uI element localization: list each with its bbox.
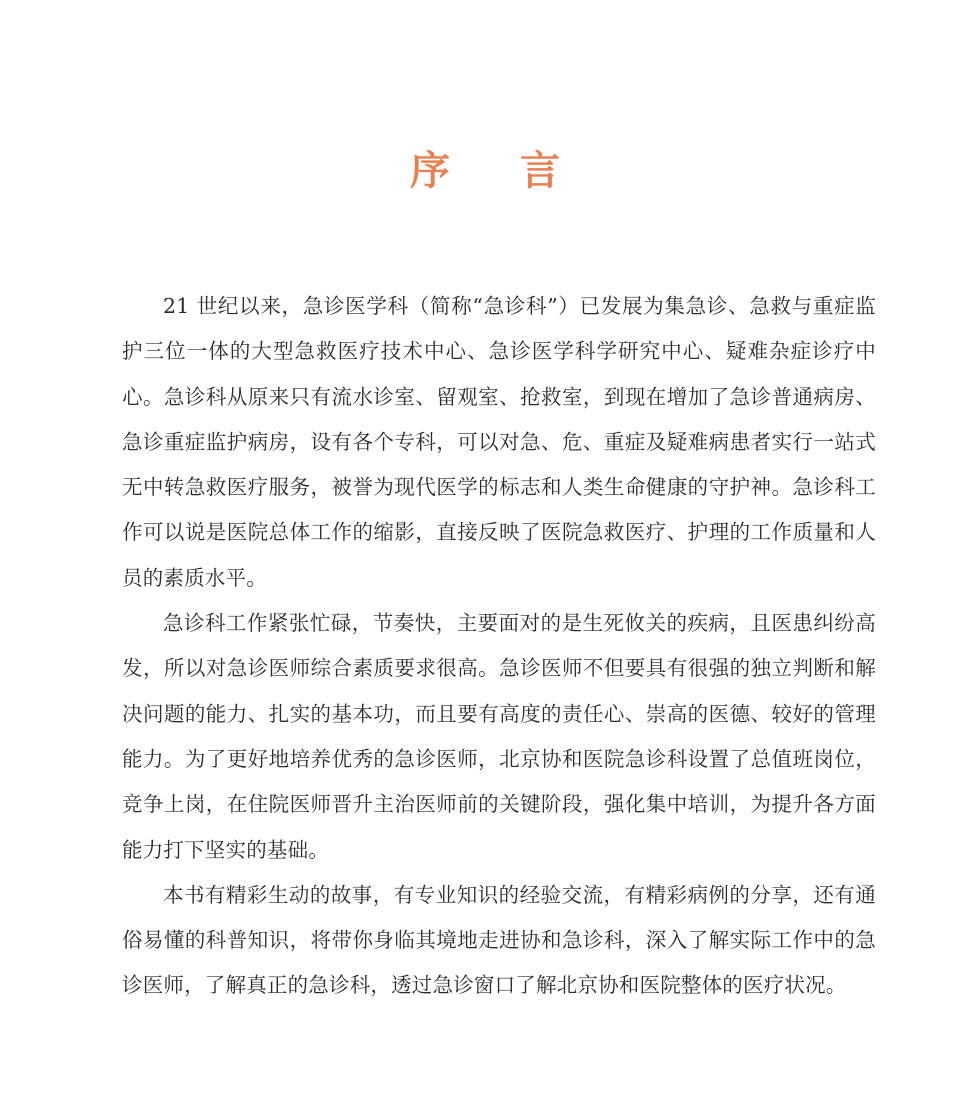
paragraph-1: 21 世纪以来，急诊医学科（简称“急诊科”）已发展为集急诊、急救与重症监护三位一体的大型急救医疗技术中心、急诊医学科学研究中心、疑难杂症诊疗中心。急诊科从原来只有流水诊室、留观室、抢救室，到现在增加了急诊普通病房、急诊重症监护病房，设有各个专科，可以对急、危、重症及疑难病患者实行一站式无中转急救医疗服务，被誉为现代医学的标志和人类生命健康的守护神。急诊科工作可以说是医院总体工作的缩影，直接反映了医院急救医疗、护理的工作质量和人员的素质水平。 bbox=[122, 294, 876, 590]
title-char-2: 言 bbox=[520, 147, 560, 194]
page-title bbox=[0, 145, 970, 197]
paragraph-2: 急诊科工作紧张忙碌，节奏快，主要面对的是生死攸关的疾病，且医患纠纷高发，所以对急诊医师综合素质要求很高。急诊医师不但要具有很强的独立判断和解决问题的能力、扎实的基本功，而且要有高度的责任心、崇高的医德、较好的管理能力。为了更好地培养优秀的急诊医师，北京协和医院急诊科设置了总值班岗位，竞争上岗，在住院医师晋升主治医师前的关键阶段，强化集中培训，为提升各方面能力打下坚实的基础。 bbox=[122, 611, 876, 862]
paragraph-3: 本书有精彩生动的故事，有专业知识的经验交流，有精彩病例的分享，还有通俗易懂的科普知识，将带你身临其境地走进协和急诊科，深入了解实际工作中的急诊医师，了解真正的急诊科，透过急诊窗口了解北京协和医院整体的医疗状况。 bbox=[122, 882, 876, 998]
title-char-1: 序 bbox=[410, 147, 450, 194]
preface-body bbox=[122, 284, 876, 1009]
